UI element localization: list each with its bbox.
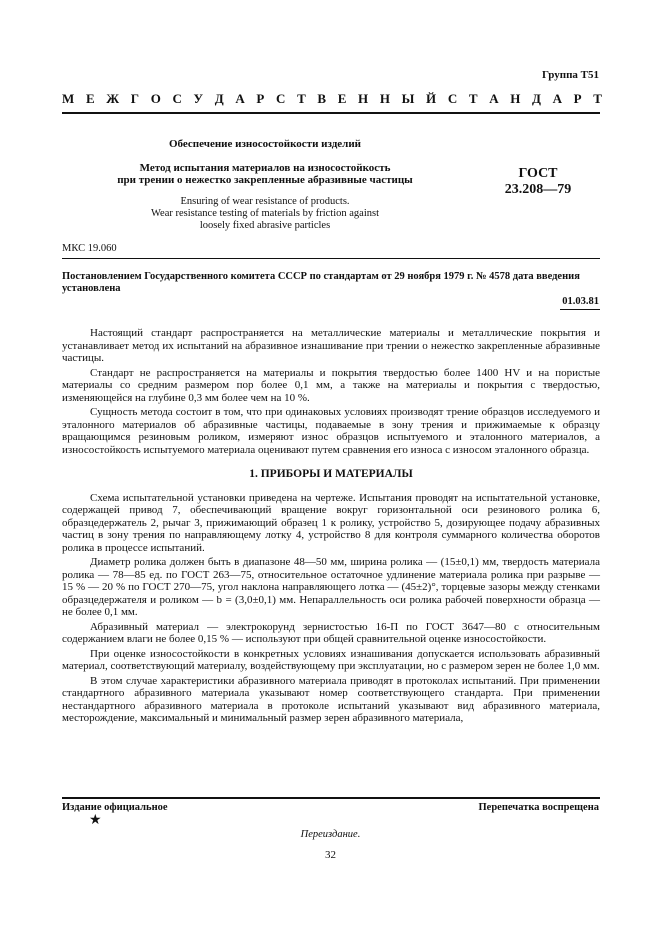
banner-letter: В: [317, 91, 327, 106]
reprint-prohibited: Перепечатка воспрещена: [478, 802, 599, 813]
document-body: [62, 327, 600, 727]
header-rule: [62, 112, 600, 114]
paragraph-abrasive: Абразивный материал — электрокорунд зернистостью 16-П по ГОСТ 3647—80 с относительным содержанием влаги не более 0,15 % — используют при общей сравнительной оценке износостойкости.: [62, 620, 600, 645]
paragraph-exclusions: Стандарт не распространяется на материалы и покрытия твердостью более 1400 HV и на пористые материалы со средним размером пор более 0,1 мм, а также на материалы и покрытия с твердостью, изменяющейся на глубине 0,3 мм более чем на 10 %.: [62, 366, 600, 404]
banner-letter: Т: [297, 91, 306, 106]
group-code: Группа Т51: [541, 69, 599, 81]
mks-code: МКС 19.060: [62, 243, 117, 254]
banner-letter: А: [489, 91, 499, 106]
banner-letter: Г: [130, 91, 140, 106]
decree-text: Постановлением Государственного комитета СССР по стандартам от 29 ноября 1979 г. № 4578 дата введения установлена: [62, 271, 580, 294]
paragraph-method-essence: Сущность метода состоит в том, что при одинаковых условиях производят трение образцов исследуемого и эталонного материалов об абразивные частицы, подаваемые в зону трения и прижимаемые к образцу вращающимся резиновым роликом, измеряют износ образцов испытуемого и эталонного материалов, а износостойкость испытуемого материала оценивают путем сравнения его износа с износом эталонного образца.: [62, 406, 600, 456]
banner-letter: Т: [468, 91, 478, 106]
title-main: Обеспечение износостойкости изделий: [168, 138, 362, 150]
banner-letter: Н: [358, 91, 369, 106]
official-edition: Издание официальное: [62, 802, 168, 813]
title-sub-line2: при трении о нежестко закрепленные абразивные частицы: [117, 174, 413, 186]
banner-letter: Р: [256, 91, 265, 106]
mks-rule: [62, 258, 600, 259]
paragraph-roller-params: Диаметр ролика должен быть в диапазоне 48—50 мм, ширина ролика — (15±0,1) мм, твердость материала ролика — 78—85 ед. по ГОСТ 263—75, относительное остаточное удлинение материала ролика при разрыве — 15 % — 20 % по ГОСТ 270—75, угол наклона направляющего лотка — (45±2)°, торцевые зазоры между стенками образцедержателя и роликом — b = (3,0±0,1) мм. Непараллельность оси ролика рабочей поверхности образца — не более 0,1 мм.: [62, 556, 600, 618]
title-en-line1: Ensuring of wear resistance of products.: [180, 196, 350, 207]
star-icon: ★: [89, 813, 102, 828]
banner-letter: Т: [593, 91, 602, 106]
paragraph-scope: Настоящий стандарт распространяется на металлические материалы и металлические покрытия и устанавливает метод их испытаний на абразивное изнашивание при трении о нежестко закрепленные абразивные частицы.: [62, 327, 600, 364]
section-heading-1: 1. ПРИБОРЫ И МАТЕРИАЛЫ: [249, 468, 413, 480]
banner-letter: С: [276, 91, 286, 106]
banner-letter: Й: [426, 91, 437, 106]
banner-letter: Е: [337, 91, 347, 106]
banner-letter: Ж: [106, 91, 120, 106]
banner-letter: О: [150, 91, 161, 106]
banner-letter: Д: [532, 91, 541, 106]
banner-letter: С: [172, 91, 182, 106]
page-number: 32: [325, 849, 336, 861]
gost-designation: [478, 166, 598, 198]
interstate-standard-banner: [62, 91, 602, 107]
title-block: [100, 138, 430, 232]
date-underline: [560, 309, 600, 310]
banner-letter: М: [62, 91, 75, 106]
paragraph-specific-conditions: При оценке износостойкости в конкретных условиях изнашивания допускается использовать абразивный материал, соответствующий материалу, воздействующему при эксплуатации, но с размером зерен не более 1,0 мм.: [62, 647, 600, 672]
banner-letter: Н: [379, 91, 390, 106]
title-sub-line1: Метод испытания материалов на износостойкость: [139, 162, 391, 174]
banner-letter: Е: [85, 91, 95, 106]
gost-label: ГОСТ: [518, 166, 558, 181]
banner-letter: Ы: [401, 91, 415, 106]
gost-number: 23.208—79: [504, 182, 572, 197]
banner-letter: Д: [214, 91, 224, 106]
banner-letter: А: [235, 91, 245, 106]
banner-letter: С: [447, 91, 458, 106]
footer-rule: [62, 797, 600, 799]
paragraph-setup: Схема испытательной установки приведена на чертеже. Испытания проводят на испытательной установке, содержащей привод 7, обеспечивающий вращение вокруг горизонтальной оси резинового ролика 6, образцедержатель 2, рычаг 3, прижимающий образец 1 к ролику, устройство 5, дозирующее подачу абразивных частиц в зону трения по направляющему лотку 4, устройство 8 для контроля суммарного количества оборотов ролика в процессе испытаний.: [62, 491, 600, 554]
intro-date: 01.03.81: [562, 296, 599, 307]
title-en-line2: Wear resistance testing of materials by friction against: [150, 208, 380, 219]
banner-letter: Р: [573, 91, 582, 106]
banner-letter: Н: [510, 91, 521, 106]
paragraph-protocol: В этом случае характеристики абразивного материала приводят в протоколах испытаний. При применении стандартного абразивного материала указывают номер соответствующего стандарта. При применении нестандартного абразивного материала в протоколе испытаний указывают вид абразивного материала, месторождение, максимальный и минимальный размер зерен абразивного материала,: [62, 674, 600, 724]
banner-letter: У: [193, 91, 204, 106]
banner-letter: А: [552, 91, 563, 106]
title-en-line3: loosely fixed abrasive particles: [199, 220, 331, 231]
reissue-note: Переиздание.: [300, 829, 361, 840]
